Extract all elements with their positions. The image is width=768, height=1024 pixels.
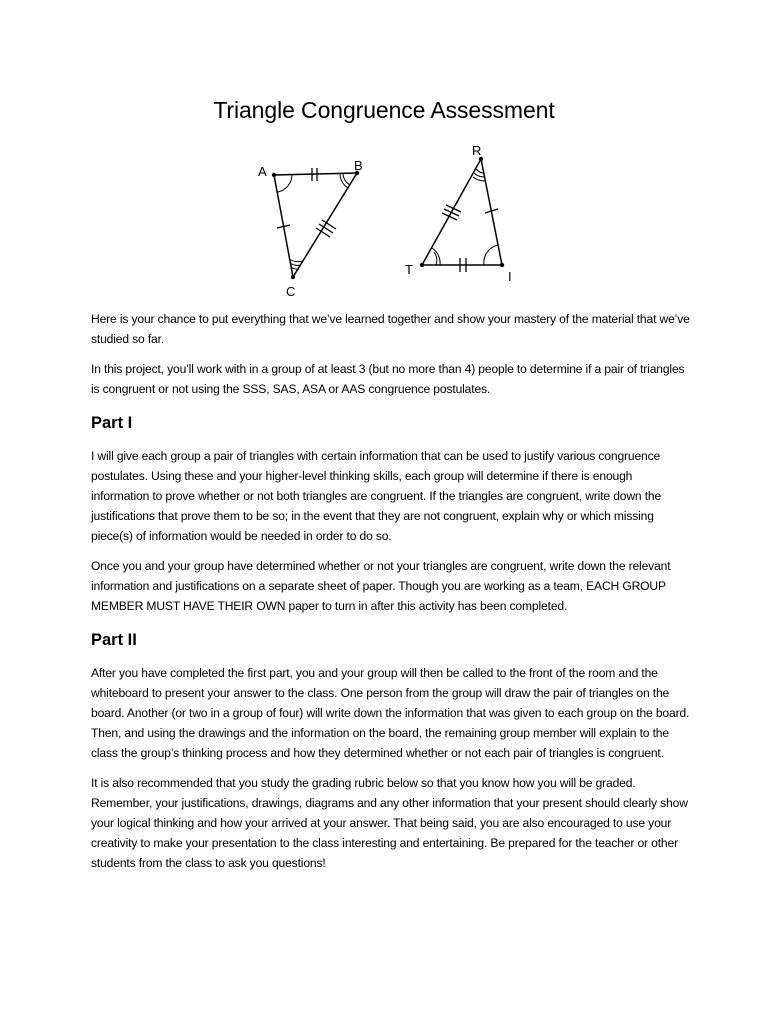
vertex-label-a: A [258,164,267,179]
vertex-label-c: C [286,284,296,299]
part2-paragraph-1: After you have completed the first part, you and your group will then be called to the front of the room and the whiteboard to present your answer to the class. One person from the group will draw the pair of triangles on the board. Another (or two in a group of four) will write down the information that was given to each group on the board. Then, and using the drawings and the information on the board, the remaining group member will explain to the class the group’s thinking process and how they determined whether or not each pair of triangles is congruent. [91,666,690,760]
part1-paragraph-2: Once you and your group have determined whether or not your triangles are congruent, write down the relevant information and justifications on a separate sheet of paper. Though you are working as a team, EACH GROUP MEMBER MUST HAVE THEIR OWN paper to turn in after this activity has been completed. [91,559,671,613]
vertex-label-b: B [354,158,363,173]
intro-paragraph-2: In this project, you’ll work with in a group of at least 3 (but no more than 4) people to determine if a pair of triangles is congruent or not using the SSS, SAS, ASA or AAS congruence postulates. [91,362,685,396]
document-body [91,309,691,883]
vertex-label-r: R [472,143,482,158]
vertex-label-t: T [405,262,413,277]
vertex-label-i: I [508,269,512,284]
side-ri [481,159,502,265]
part1-paragraph-1: I will give each group a pair of triangles with certain information that can be used to justify various congruence postulates. Using these and your higher-level thinking skills, each group will determine if there is enough information to prove whether or not both triangles are congruent. If the triangles are congruent, write down the justifications that prove them to be so; in the event that they are not congruent, explain why or which missing piece(s) of information would be needed in order to do so. [91,449,662,543]
part2-paragraph-2: It is also recommended that you study the grading rubric below so that you know how you will be graded. Remember, your justifications, drawings, diagrams and any other information that your present should clearly show your logical thinking and how your arrived at your answer. That being said, you are also encouraged to use your creativity to make your presentation to the class interesting and entertaining. Be prepared for the teacher or other students from the class to ask you questions! [91,776,688,870]
triangle-abc [274,168,357,277]
triangles-diagram [240,138,530,300]
triangle-figure [240,138,530,300]
part2-heading: Part II [91,631,137,649]
part1-heading: Part I [91,414,133,432]
triangle-rti [422,159,502,272]
intro-paragraph-1: Here is your chance to put everything that we’ve learned together and show your mastery of the material that we’ve studied so far. [91,312,690,346]
side-ab [274,173,357,175]
page-title: Triangle Congruence Assessment [213,97,555,123]
